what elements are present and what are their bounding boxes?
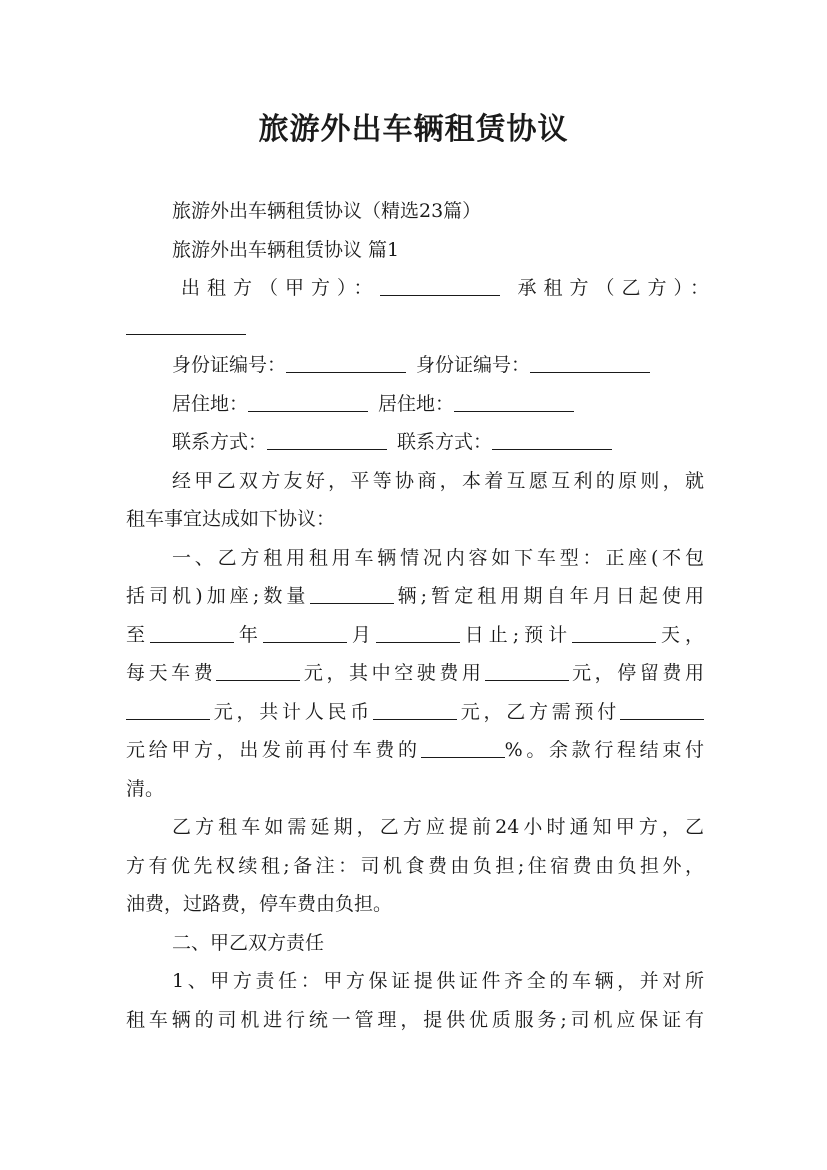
prepay-blank: [620, 697, 704, 720]
extension-line-3: 油费，过路费，停车费由负担。: [126, 893, 393, 915]
lessee-address-blank: [454, 389, 574, 412]
duty1-line-1: 1、甲方责任：甲方保证提供证件齐全的车辆，并对所: [172, 970, 704, 992]
lessee-blank-line: [126, 308, 704, 347]
duty1-line-2: 租车辆的司机进行统一管理，提供优质服务;司机应保证有: [126, 1008, 704, 1031]
year-blank: [150, 620, 234, 643]
daily-fee-blank: [216, 658, 300, 681]
clause1-line-2: 括司机)加座;数量 辆;暂定租用期自年月日起使用: [126, 577, 704, 616]
lessor-contact-label: 联系方式：: [172, 431, 268, 453]
stay-fee-blank: [126, 697, 210, 720]
extension-line-2: 方有优先权续租;备注：司机食费由负担;住宿费由负担外，: [126, 854, 704, 877]
document-body: [126, 192, 717, 1039]
day-blank: [376, 620, 460, 643]
extension-line-1: 乙方租车如需延期，乙方应提前24小时通知甲方，乙: [172, 816, 704, 838]
lessee-id-blank: [530, 350, 650, 373]
lessee-contact-blank: [492, 427, 612, 450]
clause1-line-3: 至 年 月 日止;预计 天，: [126, 616, 704, 655]
lessee-blank: [126, 312, 246, 335]
month-blank: [263, 620, 347, 643]
address-line: [126, 385, 704, 424]
lessor-id-label: 身份证编号：: [172, 354, 287, 376]
id-line: [126, 346, 704, 385]
lessee-id-label: 身份证编号：: [416, 354, 531, 376]
clause1-line-4: 每天车费 元，其中空驶费用 元，停留费用: [126, 654, 704, 693]
days-blank: [572, 620, 656, 643]
lessee-address-label: 居住地：: [378, 392, 455, 415]
lessor-contact-blank: [267, 427, 387, 450]
section2-heading: 二、甲乙双方责任: [172, 931, 325, 954]
percent-blank: [421, 735, 505, 758]
parties-line: [126, 269, 717, 308]
lessor-blank: [380, 273, 500, 296]
clause1-line-1: 一、乙方租用租用车辆情况内容如下车型：正座(不包: [172, 546, 704, 569]
subtitle: 旅游外出车辆租赁协议（精选23篇）: [172, 200, 482, 222]
contact-line: [126, 423, 704, 462]
lessee-contact-label: 联系方式：: [397, 431, 493, 453]
document-title: 旅游外出车辆租赁协议: [258, 112, 569, 147]
lessor-address-label: 居住地：: [172, 392, 249, 415]
quantity-blank: [310, 581, 394, 604]
lessor-address-blank: [248, 389, 368, 412]
empty-run-fee-blank: [485, 658, 569, 681]
intro-line-2: 租车事宜达成如下协议：: [126, 508, 336, 530]
chapter-heading: 旅游外出车辆租赁协议 篇1: [172, 238, 400, 261]
clause1-line-7: 清。: [126, 777, 165, 800]
total-blank: [373, 697, 457, 720]
clause1-line-6: 元给甲方，出发前再付车费的 %。余款行程结束付: [126, 731, 704, 770]
lessor-label: 出租方（甲方）：: [181, 277, 380, 299]
clause1-line-5: 元，共计人民币 元，乙方需预付: [126, 693, 704, 732]
lessor-id-blank: [286, 350, 406, 373]
intro-line-1: 经甲乙双方友好，平等协商，本着互愿互利的原则，就: [172, 469, 704, 492]
lessee-label: 承租方（乙方）：: [517, 277, 717, 299]
